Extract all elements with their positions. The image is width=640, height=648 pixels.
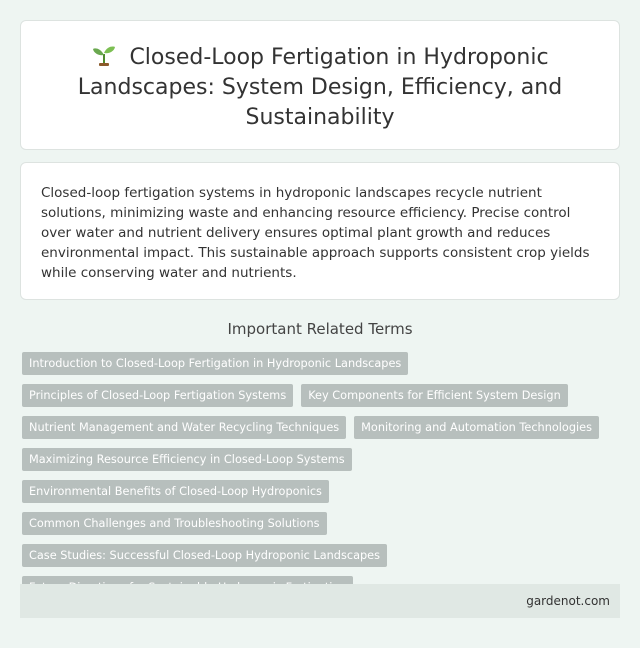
footer-site-link[interactable]: gardenot.com [526,594,610,608]
related-term-tag[interactable]: Nutrient Management and Water Recycling Techniques [22,416,346,439]
footer [20,584,620,618]
related-term-tag[interactable]: Maximizing Resource Efficiency in Closed-Loop Systems [22,448,352,471]
related-term-tag[interactable]: Environmental Benefits of Closed-Loop Hydroponics [22,480,329,503]
related-terms-heading: Important Related Terms [227,320,413,338]
title-card [20,20,620,150]
summary-card [20,162,620,300]
related-term-tag[interactable]: Introduction to Closed-Loop Fertigation in Hydroponic Landscapes [22,352,408,375]
related-term-tag[interactable]: Key Components for Efficient System Design [301,384,568,407]
related-term-tag[interactable]: Common Challenges and Troubleshooting Solutions [22,512,327,535]
summary-text: Closed-loop fertigation systems in hydroponic landscapes recycle nutrient solutions, minimizing waste and enhancing resource efficiency. Precise control over water and nutrient delivery ensures optimal plant growth and reduces environmental impact. This sustainable approach supports consistent crop yields while conserving water and nutrients. [41,185,590,281]
related-term-tag[interactable]: Principles of Closed-Loop Fertigation Systems [22,384,293,407]
related-terms-list [22,352,622,599]
page-title-text: Closed-Loop Fertigation in Hydroponic Landscapes: System Design, Efficiency, and Sustainability [77,45,563,130]
page-title [21,21,619,133]
sprout-icon [91,44,117,66]
related-term-tag[interactable]: Case Studies: Successful Closed-Loop Hydroponic Landscapes [22,544,387,567]
related-term-tag[interactable]: Monitoring and Automation Technologies [354,416,599,439]
